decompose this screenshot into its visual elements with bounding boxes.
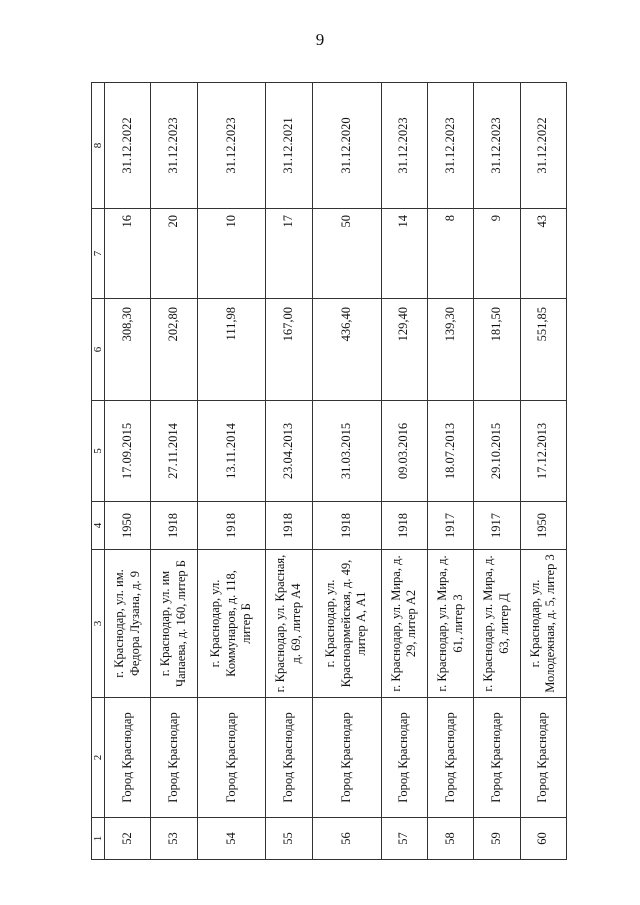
row-number: 59 [474,818,520,860]
municipality: Город Краснодар [474,698,520,818]
column-number-row [92,83,105,860]
recognition-date: 31.03.2015 [312,401,381,502]
table-container [91,83,567,860]
build-year: 1918 [381,502,427,550]
municipality: Город Краснодар [197,698,266,818]
residents-count: 10 [197,209,266,299]
build-year: 1917 [427,502,473,550]
row-number: 53 [151,818,197,860]
address: г. Краснодар, ул. Красная, д. 69, литер А4 [266,550,312,698]
row-number: 54 [197,818,266,860]
deadline: 31.12.2023 [474,83,520,209]
address: г. Краснодар, ул. Красноармейская, д. 49, литер А, А1 [312,550,381,698]
address: г. Краснодар, ул. им. Федора Лузана, д. 9 [105,550,151,698]
build-year: 1950 [520,502,566,550]
build-year: 1918 [266,502,312,550]
page-number: 9 [315,30,325,49]
residents-count: 9 [474,209,520,299]
table-row [381,83,427,860]
deadline: 31.12.2022 [520,83,566,209]
table-row [474,83,520,860]
area: 551,85 [520,299,566,401]
row-number: 58 [427,818,473,860]
build-year: 1918 [312,502,381,550]
column-number: 5 [92,401,105,502]
deadline: 31.12.2022 [105,83,151,209]
recognition-date: 09.03.2016 [381,401,427,502]
column-number: 7 [92,209,105,299]
municipality: Город Краснодар [312,698,381,818]
recognition-date: 29.10.2015 [474,401,520,502]
table-row [520,83,566,860]
residents-count: 8 [427,209,473,299]
recognition-date: 27.11.2014 [151,401,197,502]
recognition-date: 18.07.2013 [427,401,473,502]
recognition-date: 23.04.2013 [266,401,312,502]
municipality: Город Краснодар [381,698,427,818]
column-number: 8 [92,83,105,209]
area: 129,40 [381,299,427,401]
deadline: 31.12.2023 [381,83,427,209]
address: г. Краснодар, ул. Молодежная, д. 5, литер 3 [520,550,566,698]
build-year: 1918 [197,502,266,550]
area: 111,98 [197,299,266,401]
recognition-date: 17.12.2013 [520,401,566,502]
deadline: 31.12.2023 [197,83,266,209]
column-number: 1 [92,818,105,860]
area: 181,50 [474,299,520,401]
area: 202,80 [151,299,197,401]
address: г. Краснодар, ул. им Чапаева, д. 160, литер Б [151,550,197,698]
municipality: Город Краснодар [520,698,566,818]
deadline: 31.12.2020 [312,83,381,209]
deadline: 31.12.2021 [266,83,312,209]
column-number: 3 [92,550,105,698]
build-year: 1918 [151,502,197,550]
row-number: 60 [520,818,566,860]
address: г. Краснодар, ул. Мира, д. 61, литер 3 [427,550,473,698]
area: 308,30 [105,299,151,401]
table-row [151,83,197,860]
column-number: 6 [92,299,105,401]
recognition-date: 17.09.2015 [105,401,151,502]
residents-count: 43 [520,209,566,299]
municipality: Город Краснодар [427,698,473,818]
recognition-date: 13.11.2014 [197,401,266,502]
table-row [427,83,473,860]
row-number: 52 [105,818,151,860]
municipality: Город Краснодар [105,698,151,818]
deadline: 31.12.2023 [151,83,197,209]
residents-count: 20 [151,209,197,299]
row-number: 56 [312,818,381,860]
row-number: 55 [266,818,312,860]
table-row [266,83,312,860]
table-row [105,83,151,860]
area: 436,40 [312,299,381,401]
area: 167,00 [266,299,312,401]
housing-table [91,82,567,860]
residents-count: 16 [105,209,151,299]
municipality: Город Краснодар [266,698,312,818]
build-year: 1950 [105,502,151,550]
table-row [197,83,266,860]
residents-count: 14 [381,209,427,299]
residents-count: 50 [312,209,381,299]
address: г. Краснодар, ул. Коммунаров, д. 118, литер Б [197,550,266,698]
row-number: 57 [381,818,427,860]
column-number: 2 [92,698,105,818]
area: 139,30 [427,299,473,401]
address: г. Краснодар, ул. Мира, д. 63, литер Д [474,550,520,698]
column-number: 4 [92,502,105,550]
address: г. Краснодар, ул. Мира, д. 29, литер А2 [381,550,427,698]
build-year: 1917 [474,502,520,550]
deadline: 31.12.2023 [427,83,473,209]
table-row [312,83,381,860]
municipality: Город Краснодар [151,698,197,818]
residents-count: 17 [266,209,312,299]
